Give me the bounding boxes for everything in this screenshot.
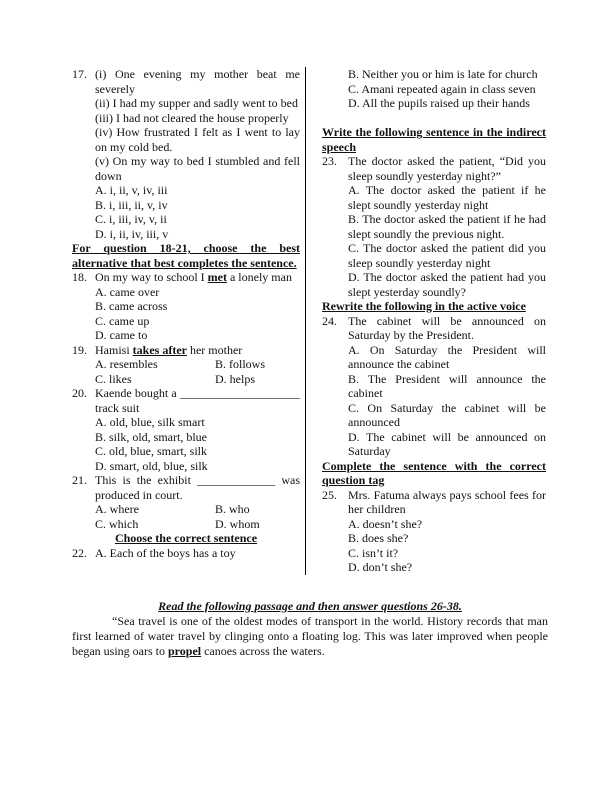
question-20 (72, 386, 300, 473)
question-number: 22. (72, 545, 87, 560)
option: A. old, blue, silk smart (95, 415, 205, 429)
option: C. which (95, 516, 139, 531)
text-run: canoes across the waters. (201, 644, 325, 658)
option: A. The doctor asked the patient if he slept soundly yesterday night (348, 183, 546, 212)
option: A. Each of the boys has a toy (95, 545, 236, 560)
left-column (72, 67, 300, 575)
question-text: (i) One evening my mother beat me severely (95, 67, 300, 96)
passage-section (0, 599, 612, 660)
option: D. whom (215, 516, 260, 531)
question-text: Kaende bought a ____________________ track suit (95, 386, 300, 415)
option-row (95, 502, 300, 517)
question-text: (ii) I had my supper and sadly went to bed (95, 96, 298, 110)
question-25 (322, 488, 546, 575)
option: A. resembles (95, 357, 158, 371)
option-row (95, 517, 300, 532)
question-number: 19. (72, 342, 87, 357)
section-heading: Write the following sentence in the indirect speech (322, 125, 546, 154)
question-text (95, 270, 300, 285)
option: A. came over (95, 284, 160, 299)
option: B. i, iii, ii, v, iv (95, 197, 168, 212)
option: B. came across (95, 299, 168, 313)
passage-instruction: Read the following passage and then answer questions 26-38. (158, 598, 462, 613)
option: D. helps (215, 371, 255, 386)
option: D. came to (95, 328, 148, 342)
option: B. silk, old, smart, blue (95, 429, 207, 444)
question-17 (72, 67, 300, 241)
section-heading: Choose the correct sentence (114, 531, 258, 545)
option: B. The President will announce the cabinet (348, 371, 546, 400)
question-24 (322, 314, 546, 459)
question-text: Mrs. Fatuma always pays school fees for her children (348, 487, 546, 516)
option: C. likes (95, 371, 132, 386)
text-run: a lonely man (226, 270, 292, 284)
two-column-section (0, 67, 612, 575)
question-number: 23. (322, 154, 337, 168)
question-23 (322, 154, 546, 299)
option: B. who (215, 502, 250, 516)
column-divider (305, 67, 306, 575)
question-text: (v) On my way to bed I stumbled and fell down (95, 154, 300, 183)
question-18 (72, 270, 300, 343)
option: C. came up (95, 313, 150, 328)
option: A. where (95, 502, 139, 516)
question-text (95, 343, 300, 358)
text-run: takes after (132, 342, 187, 357)
section-heading: For question 18-21, choose the best alternative that best completes the sentence. (72, 241, 300, 270)
question-text: The cabinet will be announced on Saturday by the President. (348, 313, 546, 342)
option: C. Amani repeated again in class seven (348, 81, 536, 96)
option: D. i, ii, iv, iii, v (95, 226, 169, 241)
question-21 (72, 473, 300, 531)
question-number: 17. (72, 67, 87, 81)
question-number: 18. (72, 270, 87, 284)
text-run: Hamisi (95, 342, 133, 357)
text-run: propel (167, 644, 202, 658)
option: B. does she? (348, 531, 409, 545)
section-heading: Complete the sentence with the correct question tag (322, 458, 546, 487)
option: A. i, ii, v, iv, iii (95, 183, 168, 197)
question-text: (iii) I had not cleared the house properly (95, 110, 289, 125)
question-number: 24. (322, 313, 337, 328)
option-row (95, 372, 300, 387)
option: A. doesn’t she? (348, 516, 423, 531)
option: D. The cabinet will be announced on Saturday (348, 429, 546, 458)
option-row (95, 357, 300, 372)
text-run: her mother (186, 342, 243, 357)
question-text: The doctor asked the patient, “Did you sleep soundly yesterday night?” (348, 154, 546, 183)
text-run: On my way to school I (95, 270, 208, 284)
option: A. On Saturday the President will announce the cabinet (348, 342, 546, 371)
option: C. The doctor asked the patient did you sleep soundly yesterday night (348, 241, 546, 270)
option: B. The doctor asked the patient if he had slept soundly the previous night. (348, 212, 546, 241)
option: C. On Saturday the cabinet will be announced (348, 400, 546, 429)
text-run: “Sea travel is one of the oldest modes of transport in the world. History records that man first learned of water travel by clinging onto a floating log. This was later improved when people began using oars to (72, 614, 548, 658)
question-continuation (322, 67, 546, 111)
option: C. i, iii, iv, v, ii (95, 212, 167, 226)
question-text: (iv) How frustrated I felt as I went to lay on my cold bed. (95, 125, 300, 154)
passage-paragraph (72, 614, 548, 659)
option: C. isn’t it? (348, 545, 399, 560)
section-heading: Rewrite the following in the active voice (322, 299, 526, 313)
question-19 (72, 343, 300, 387)
option: D. don’t she? (348, 560, 413, 574)
right-column (322, 67, 546, 575)
spacer (322, 111, 546, 126)
question-22 (72, 546, 300, 561)
question-text: This is the exhibit _____________ was produced in court. (95, 473, 300, 502)
question-number: 20. (72, 386, 87, 400)
option: B. Neither you or him is late for church (348, 67, 538, 81)
option: D. All the pupils raised up their hands (348, 96, 530, 110)
option: D. The doctor asked the patient had you slept yesterday soundly? (348, 270, 546, 299)
question-number: 25. (322, 487, 337, 502)
option: D. smart, old, blue, silk (95, 458, 208, 473)
option: C. old, blue, smart, silk (95, 444, 207, 458)
question-number: 21. (72, 473, 87, 487)
option: B. follows (215, 357, 266, 371)
text-run: met (207, 270, 227, 284)
